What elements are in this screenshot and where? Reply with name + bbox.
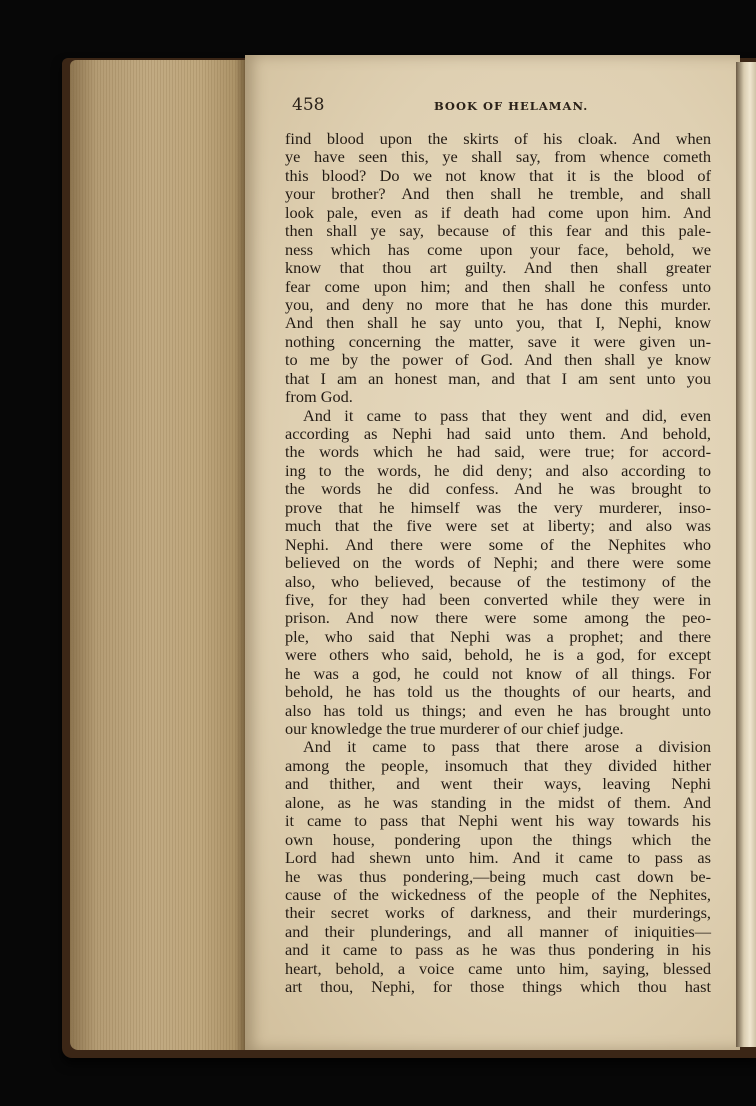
book-gutter [736,62,756,1047]
text-line: know that thou art guilty. And then shall greater [285,258,711,278]
text-line: and their plunderings, and all manner of iniquities— [285,921,711,941]
text-line: and thither, and went their ways, leaving Nephi [285,774,711,794]
text-line: and it came to pass as he was thus pondering in his [285,940,711,960]
text-line: the words which he had said, were true; for accord- [285,442,711,462]
text-line: prove that he himself was the very murderer, inso- [285,497,711,517]
text-line: then shall ye say, because of this fear and this pale- [285,221,711,241]
text-line: Nephi. And there were some of the Nephites who [285,534,711,554]
text-line: this blood? Do we not know that it is the blood of [285,165,711,185]
text-line: find blood upon the skirts of his cloak. And when [285,129,711,148]
text-line: five, for they had been converted while they were in [285,589,711,609]
text-line: cause of the wickedness of the people of the Nephites, [285,884,711,904]
text-line: And it came to pass that there arose a division [303,737,711,757]
text-line: much that the five were set at liberty; and also was [285,516,711,536]
text-line: ing to the words, he did deny; and also according to [285,460,711,480]
text-line: our knowledge the true murderer of our chief judge. [285,719,624,738]
text-line: he was thus pondering,—being much cast down be- [285,866,711,886]
text-line: were others who said, behold, he is a god, for except [285,645,711,665]
text-line: ness which has come upon your face, behold, we [285,239,711,259]
text-line: also, who believed, because of the testimony of the [285,571,711,591]
text-line: And it came to pass that they went and did, even [303,405,711,425]
text-line: that I am an honest man, and that I am sent unto you [285,368,711,388]
page-number: 458 [292,95,325,115]
text-line: your brother? And then shall he tremble, and shall [285,184,711,204]
text-line: believed on the words of Nephi; and there were some [285,553,711,573]
text-line: among the people, insomuch that they divided hither [285,755,711,775]
text-line: fear come upon him; and then shall he confess unto [285,276,711,296]
text-line: own house, pondering upon the things which the [285,829,711,849]
text-line: And then shall he say unto you, that I, Nephi, know [285,313,711,333]
page-header [292,95,712,119]
text-line: to me by the power of God. And then shall ye know [285,350,711,370]
text-line: art thou, Nephi, for those things which thou hast [285,977,711,997]
text-line: it came to pass that Nephi went his way towards his [285,811,711,831]
text-line: prison. And now there were some among the peo- [285,608,711,628]
text-line: nothing concerning the matter, save it were given un- [285,331,711,351]
text-line: from God. [285,387,353,407]
page-block-edges [70,60,245,1050]
text-line: ye have seen this, ye shall say, from whence cometh [285,147,711,167]
text-line: Lord had shewn unto him. And it came to pass as [285,848,711,868]
text-line: behold, he has told us the thoughts of our hearts, and [285,682,711,702]
text-line: their secret works of darkness, and their murderings, [285,903,711,923]
page-body-text [285,130,711,997]
text-line: also has told us things; and even he has brought unto [285,700,711,720]
text-line: ple, who said that Nephi was a prophet; and there [285,626,711,646]
text-line: the words he did confess. And he was brought to [285,479,711,499]
text-line: according as Nephi had said unto them. And behold, [285,424,711,443]
text-line: he was a god, he could not know of all things. For [285,663,711,683]
running-head: BOOK OF HELAMAN. [434,99,589,113]
text-line: you, and deny no more that he has done this murder. [285,294,711,314]
text-line: alone, as he was standing in the midst of them. And [285,792,711,812]
text-line: heart, behold, a voice came unto him, saying, blessed [285,958,711,978]
text-line: look pale, even as if death had come upon him. And [285,202,711,222]
